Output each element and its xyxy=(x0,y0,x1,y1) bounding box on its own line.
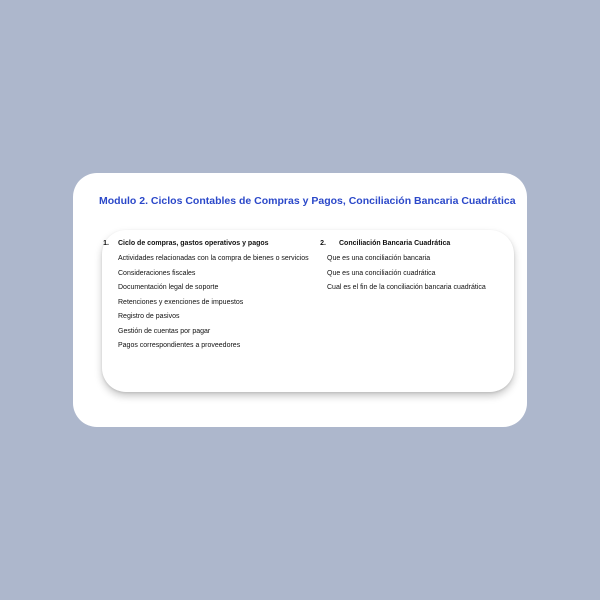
list-item: Cual es el fin de la conciliación bancaria cuadrática xyxy=(327,284,486,291)
list-item: Que es una conciliación cuadrática xyxy=(327,269,436,277)
topic-list xyxy=(102,254,310,350)
list-item: Gestión de cuentas por pagar xyxy=(118,327,211,335)
section-heading xyxy=(310,240,510,247)
list-item: Retenciones y exenciones de impuestos xyxy=(118,298,244,306)
section-conciliacion xyxy=(310,240,510,298)
list-item: Actividades relacionadas con la compra de bienes o servicios xyxy=(118,255,309,262)
section-number: 1. xyxy=(103,240,109,247)
section-heading xyxy=(102,240,310,247)
module-card xyxy=(73,173,527,427)
list-item: Que es una conciliación bancaria xyxy=(327,255,431,262)
topic-list xyxy=(310,254,510,292)
section-title: Ciclo de compras, gastos operativos y pagos xyxy=(118,240,269,247)
list-item: Pagos correspondientes a proveedores xyxy=(118,342,241,349)
section-compras xyxy=(102,240,310,356)
section-number: 2. xyxy=(320,240,326,247)
list-item: Consideraciones fiscales xyxy=(118,269,196,277)
section-title: Conciliación Bancaria Cuadrática xyxy=(339,240,451,247)
module-title: Modulo 2. Ciclos Contables de Compras y Pagos, Conciliación Bancaria Cuadrática xyxy=(99,195,516,207)
list-item: Registro de pasivos xyxy=(118,313,180,320)
module-content-card xyxy=(102,230,514,392)
list-item: Documentación legal de soporte xyxy=(118,284,219,291)
